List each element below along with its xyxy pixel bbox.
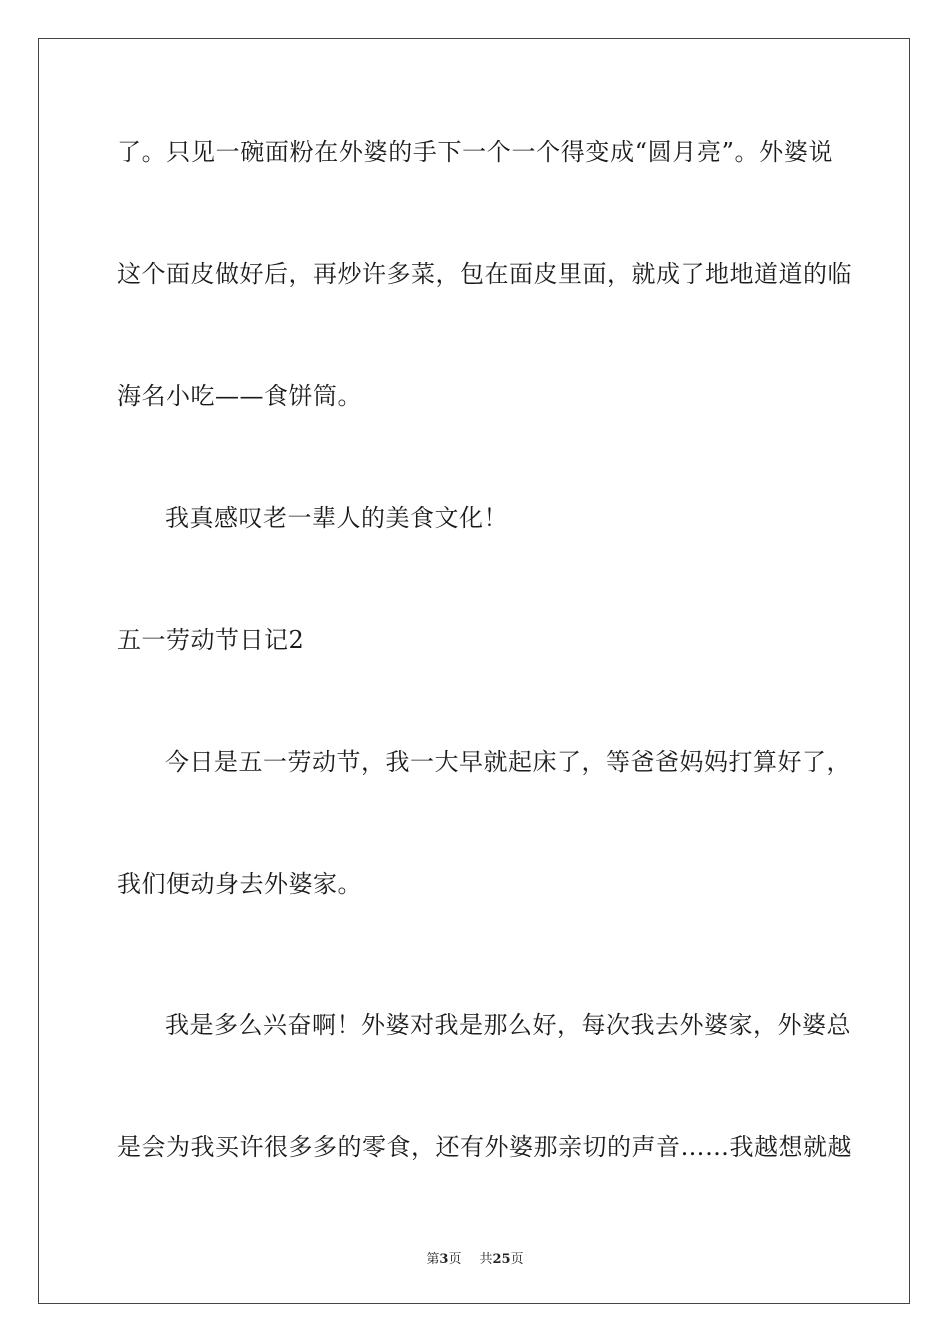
footer-page-prefix: 第 xyxy=(426,1252,440,1267)
paragraph-line-3: 海名小吃——食饼筒。 xyxy=(117,382,362,410)
footer-page-suffix: 页 xyxy=(448,1252,462,1267)
paragraph-line-8: 是会为我买许很多多的零食，还有外婆那亲切的声音……我越想就越 xyxy=(117,1133,852,1161)
paragraph-line-4: 我真感叹老一辈人的美食文化！ xyxy=(165,504,508,532)
paragraph-line-1: 了。只见一碗面粉在外婆的手下一个一个得变成“圆月亮”。外婆说 xyxy=(117,138,833,166)
paragraph-line-7: 我是多么兴奋啊！外婆对我是那么好，每次我去外婆家，外婆总 xyxy=(165,1011,851,1039)
page-border xyxy=(38,38,910,1304)
paragraph-line-2: 这个面皮做好后，再炒许多菜，包在面皮里面，就成了地地道道的临 xyxy=(117,260,852,288)
footer-total-number: 25 xyxy=(492,1252,511,1267)
footer-page-number: 3 xyxy=(439,1252,449,1267)
footer-total-prefix: 共 xyxy=(479,1252,493,1267)
page-footer xyxy=(0,1248,950,1267)
paragraph-line-6: 我们便动身去外婆家。 xyxy=(117,870,362,898)
section-heading: 五一劳动节日记2 xyxy=(117,626,305,654)
paragraph-line-5: 今日是五一劳动节，我一大早就起床了，等爸爸妈妈打算好了， xyxy=(165,748,851,776)
footer-total-suffix: 页 xyxy=(510,1252,524,1267)
